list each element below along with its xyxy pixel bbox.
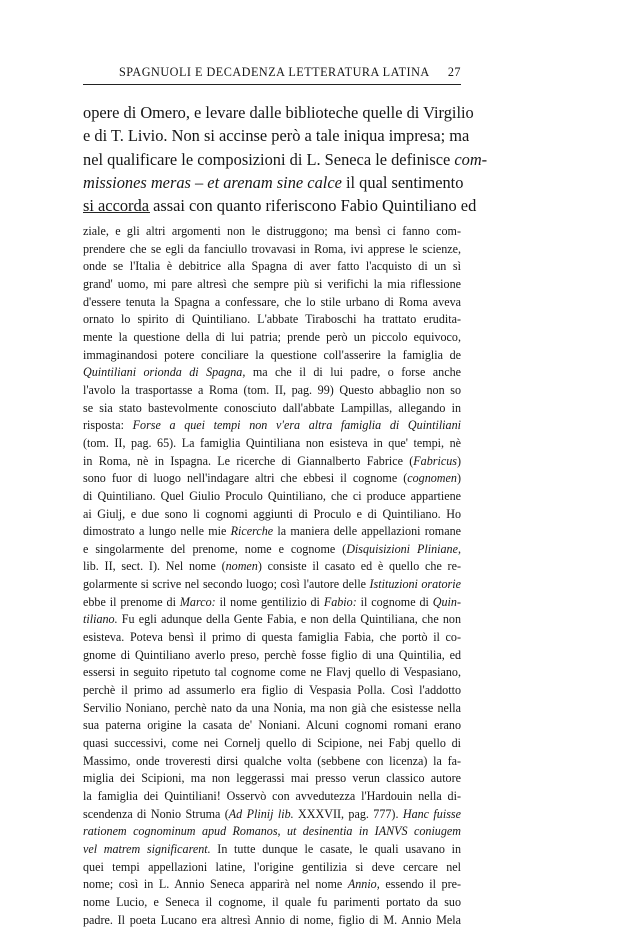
footnote-line	[83, 364, 461, 382]
text-run: ai Giulj, e due sono li cognomi aggiunti di Proculo e di Quintiliano. Ho	[83, 506, 461, 521]
footnote-line	[83, 629, 461, 647]
text-run: di Quintiliano. Quel Giulio Proculo Quintiliano, che ci produce appartiene	[83, 488, 461, 503]
text-run: nome Lucio, e Seneca il cognome, il quale fu parimenti portato da suo	[83, 894, 461, 909]
text-run: lib. II, sect. I). Nel nome (	[83, 559, 226, 574]
text-run: nel qualificare le composizioni di L. Seneca le definisce	[83, 149, 455, 169]
italic-text: com-	[454, 149, 488, 169]
footnote-line	[83, 382, 461, 400]
footnote-line	[83, 576, 461, 594]
text-run: )	[456, 453, 461, 468]
footnote-line	[83, 876, 461, 894]
text-run: sua paterna origine la casata de' Noniani. Alcuni cognomi romani erano	[83, 718, 461, 733]
footnote-line	[83, 347, 461, 365]
text-run: grand' uomo, mi pare altresì che sempre più si verifichi la mia riflessione	[83, 276, 461, 291]
italic-text: Quintiliani orionda di Spagna,	[83, 365, 246, 380]
body-line	[83, 171, 464, 194]
footnote-line	[83, 611, 461, 629]
text-run: la maniera delle appellazioni romane	[273, 524, 461, 539]
body-line	[83, 101, 474, 124]
text-run: immaginandosi potere conciliare la questione coll'asserire la famiglia de	[83, 347, 461, 362]
text-run: ) consiste il casato ed è quello che re-	[257, 559, 461, 574]
text-run: ,	[457, 541, 461, 556]
footnote-line	[83, 894, 461, 912]
italic-text: Marco:	[179, 594, 216, 609]
text-run: sono fuor di luogo nell'indagare altri che ebbesi il cognome (	[83, 471, 408, 486]
italic-text: nomen	[225, 559, 258, 574]
body-line	[83, 124, 470, 147]
text-run: nome; così in L. Annio Seneca apparirà nel nome	[83, 877, 348, 892]
italic-text: Annio,	[347, 877, 380, 892]
footnote-line	[83, 859, 461, 877]
text-run: essendo il pre-	[379, 877, 461, 892]
footnote-line	[83, 912, 461, 929]
text-run: quasi successivi, come nei Cornelj quello di Scipione, nei Fabj quello di	[83, 736, 461, 751]
text-run: opere di Omero, e levare dalle biblioteche quelle di Virgilio	[83, 103, 474, 122]
footnote-line	[83, 435, 461, 453]
text-run: padre. Il poeta Lucano era altresì Annio di nome, figlio di M. Annio Mela	[83, 912, 461, 927]
footnote-line	[83, 700, 461, 718]
text-run: ma che il di lui padre, o forse anche	[245, 365, 461, 380]
text-run: )	[456, 471, 461, 486]
running-head-title: SPAGNUOLI E DECADENZA LETTERATURA LATINA	[119, 65, 430, 79]
footnote-line	[83, 735, 461, 753]
text-run: scendenza di Nonio Struma (	[83, 806, 229, 821]
text-run: gnome di Quintiliano averlo preso, perchè fosse figlio di una Quintilia, ed	[83, 647, 461, 662]
page-number: 27	[447, 65, 461, 79]
text-run: Massimo, onde troveresti dirsi qualche volta (sebbene con licenza) la fa-	[83, 753, 461, 768]
text-run: mente la questione della di lui patria; prende però un piccolo equivoco,	[83, 329, 461, 344]
italic-text: Disquisizioni Pliniane	[346, 541, 458, 556]
italic-text: vel matrem significarent.	[83, 841, 211, 856]
text-run: in Roma, nè in Ispagna. Le ricerche di Giannalberto Fabrice (	[83, 453, 414, 468]
text-run: golarmente si scrive nel secondo luogo; così l'autore delle	[83, 577, 370, 592]
footnote-text	[83, 223, 461, 929]
italic-text: Forse a quei tempi non v'era altra famiglia di Quintiliani	[132, 418, 461, 433]
text-run: dimostrato a lungo nelle mie	[83, 524, 231, 539]
text-run: quei tempi appellazioni latine, l'origine gentilizia si deve cercare nel	[83, 859, 461, 874]
body-line	[83, 148, 488, 171]
italic-text: missiones meras – et arenam sine calce	[83, 172, 342, 192]
text-run: d'essere tenuta la Spagna a confessare, che lo stile urbano di Roma aveva	[83, 294, 461, 309]
text-run: si accorda assai con quanto riferiscono Fabio Quintiliano ed	[83, 196, 477, 216]
footnote-line	[83, 541, 461, 559]
text-run: In tutte dunque le casate, le quali usavano in	[210, 841, 461, 856]
footnote-line	[83, 682, 461, 700]
text-run: il cognome di	[356, 594, 433, 609]
footnote-line	[83, 523, 461, 541]
italic-text: Fabio:	[323, 594, 357, 609]
footnote-line	[83, 770, 461, 788]
footnote-line	[83, 558, 461, 576]
text-run: e di T. Livio. Non si accinse però a tale iniqua impresa; ma	[83, 126, 470, 146]
footnote-line	[83, 594, 461, 612]
text-run: la famiglia dei Quintiliani! Osservò con avvedutezza l'Hardouin nella di-	[83, 789, 461, 803]
footnote-line	[83, 506, 461, 524]
text-run: ebbe il prenome di	[83, 594, 180, 609]
italic-text: cognomen	[407, 471, 457, 486]
text-run: miglia dei Scipioni, ma non leggerassi mai presso verun classico autore	[83, 771, 461, 786]
text-run: XXXVII, pag. 777).	[293, 806, 403, 821]
italic-text: rationem cognominum apud Romanos, ut desinentia in IANVS coniugem	[83, 824, 461, 839]
text-run: e singolarmente del prenome, nome e cognome (	[83, 541, 347, 556]
footnote-line	[83, 258, 461, 276]
text-run: il qual sentimento	[341, 172, 464, 192]
footnote-line	[83, 753, 461, 771]
footnote-separator	[83, 212, 150, 213]
main-text	[83, 101, 488, 217]
text-run: essersi in seguito ripetuto tal cognome come ne Flavj quello di Vespasiano,	[83, 665, 461, 680]
text-run: perchè il primo ad assumerlo era figlio di Vespasia Polla. Così l'addotto	[83, 683, 461, 698]
text-run: (tom. II, pag. 65). La famiglia Quintiliana non esisteva in que' tempi, nè	[83, 435, 461, 450]
footnote-line	[83, 664, 461, 682]
footnote-line	[83, 400, 461, 418]
text-run: Fu egli adunque della Gente Fabia, e non della Quintiliana, che non	[117, 612, 461, 627]
footnote-line	[83, 241, 461, 259]
footnote-line	[83, 841, 461, 859]
text-run: ornato lo spirito di Quintiliano. L'abbate Tiraboschi ha trattato erudita-	[83, 312, 461, 327]
footnote-line	[83, 806, 461, 824]
italic-text: Istituzioni oratorie	[369, 577, 461, 592]
italic-text: Fabricus	[413, 453, 457, 468]
footnote-line	[83, 223, 461, 241]
header-rule	[83, 84, 461, 85]
footnote-line	[83, 488, 461, 506]
footnote-line	[83, 823, 461, 841]
text-run: risposta:	[83, 418, 133, 433]
text-run: ziale, e gli altri argomenti non le distruggono; ma bensì ci fanno com-	[83, 224, 461, 238]
text-run: esisteva. Poteva bensì il primo di questa famiglia Fabia, che portò il co-	[83, 630, 461, 645]
footnote-line	[83, 788, 461, 806]
text-run: se sia stato bastevolmente conosciuto dall'abbate Lampillas, allegando in	[83, 400, 461, 415]
footnote-line	[83, 329, 461, 347]
footnote-line	[83, 417, 461, 435]
text-run: onde se l'Italia è debitrice alla Spagna di aver fatto l'acquisto di un sì	[83, 259, 461, 274]
footnote-line	[83, 294, 461, 312]
text-run: il nome gentilizio di	[215, 594, 324, 609]
footnote-line	[83, 453, 461, 471]
italic-text: Quin-	[432, 594, 461, 609]
text-run: Servilio Noniano, perchè nato da una Nonia, ma non già che esistesse nella	[83, 700, 461, 715]
footnote-line	[83, 647, 461, 665]
text-run: prendere che se egli da fanciullo trovavasi in Roma, ivi apprese le scienze,	[83, 241, 461, 256]
italic-text: tiliano.	[83, 612, 118, 627]
footnote-line	[83, 717, 461, 735]
italic-text: Hanc fuisse	[402, 806, 461, 821]
body-line	[83, 194, 477, 217]
italic-text: Ad Plinij lib.	[228, 806, 294, 821]
footnote-line	[83, 276, 461, 294]
footnote-line	[83, 470, 461, 488]
italic-text: Ricerche	[230, 524, 274, 539]
text-run: l'avolo la trasportasse a Roma (tom. II, pag. 99) Questo abbaglio non so	[83, 382, 461, 397]
footnote-line	[83, 311, 461, 329]
